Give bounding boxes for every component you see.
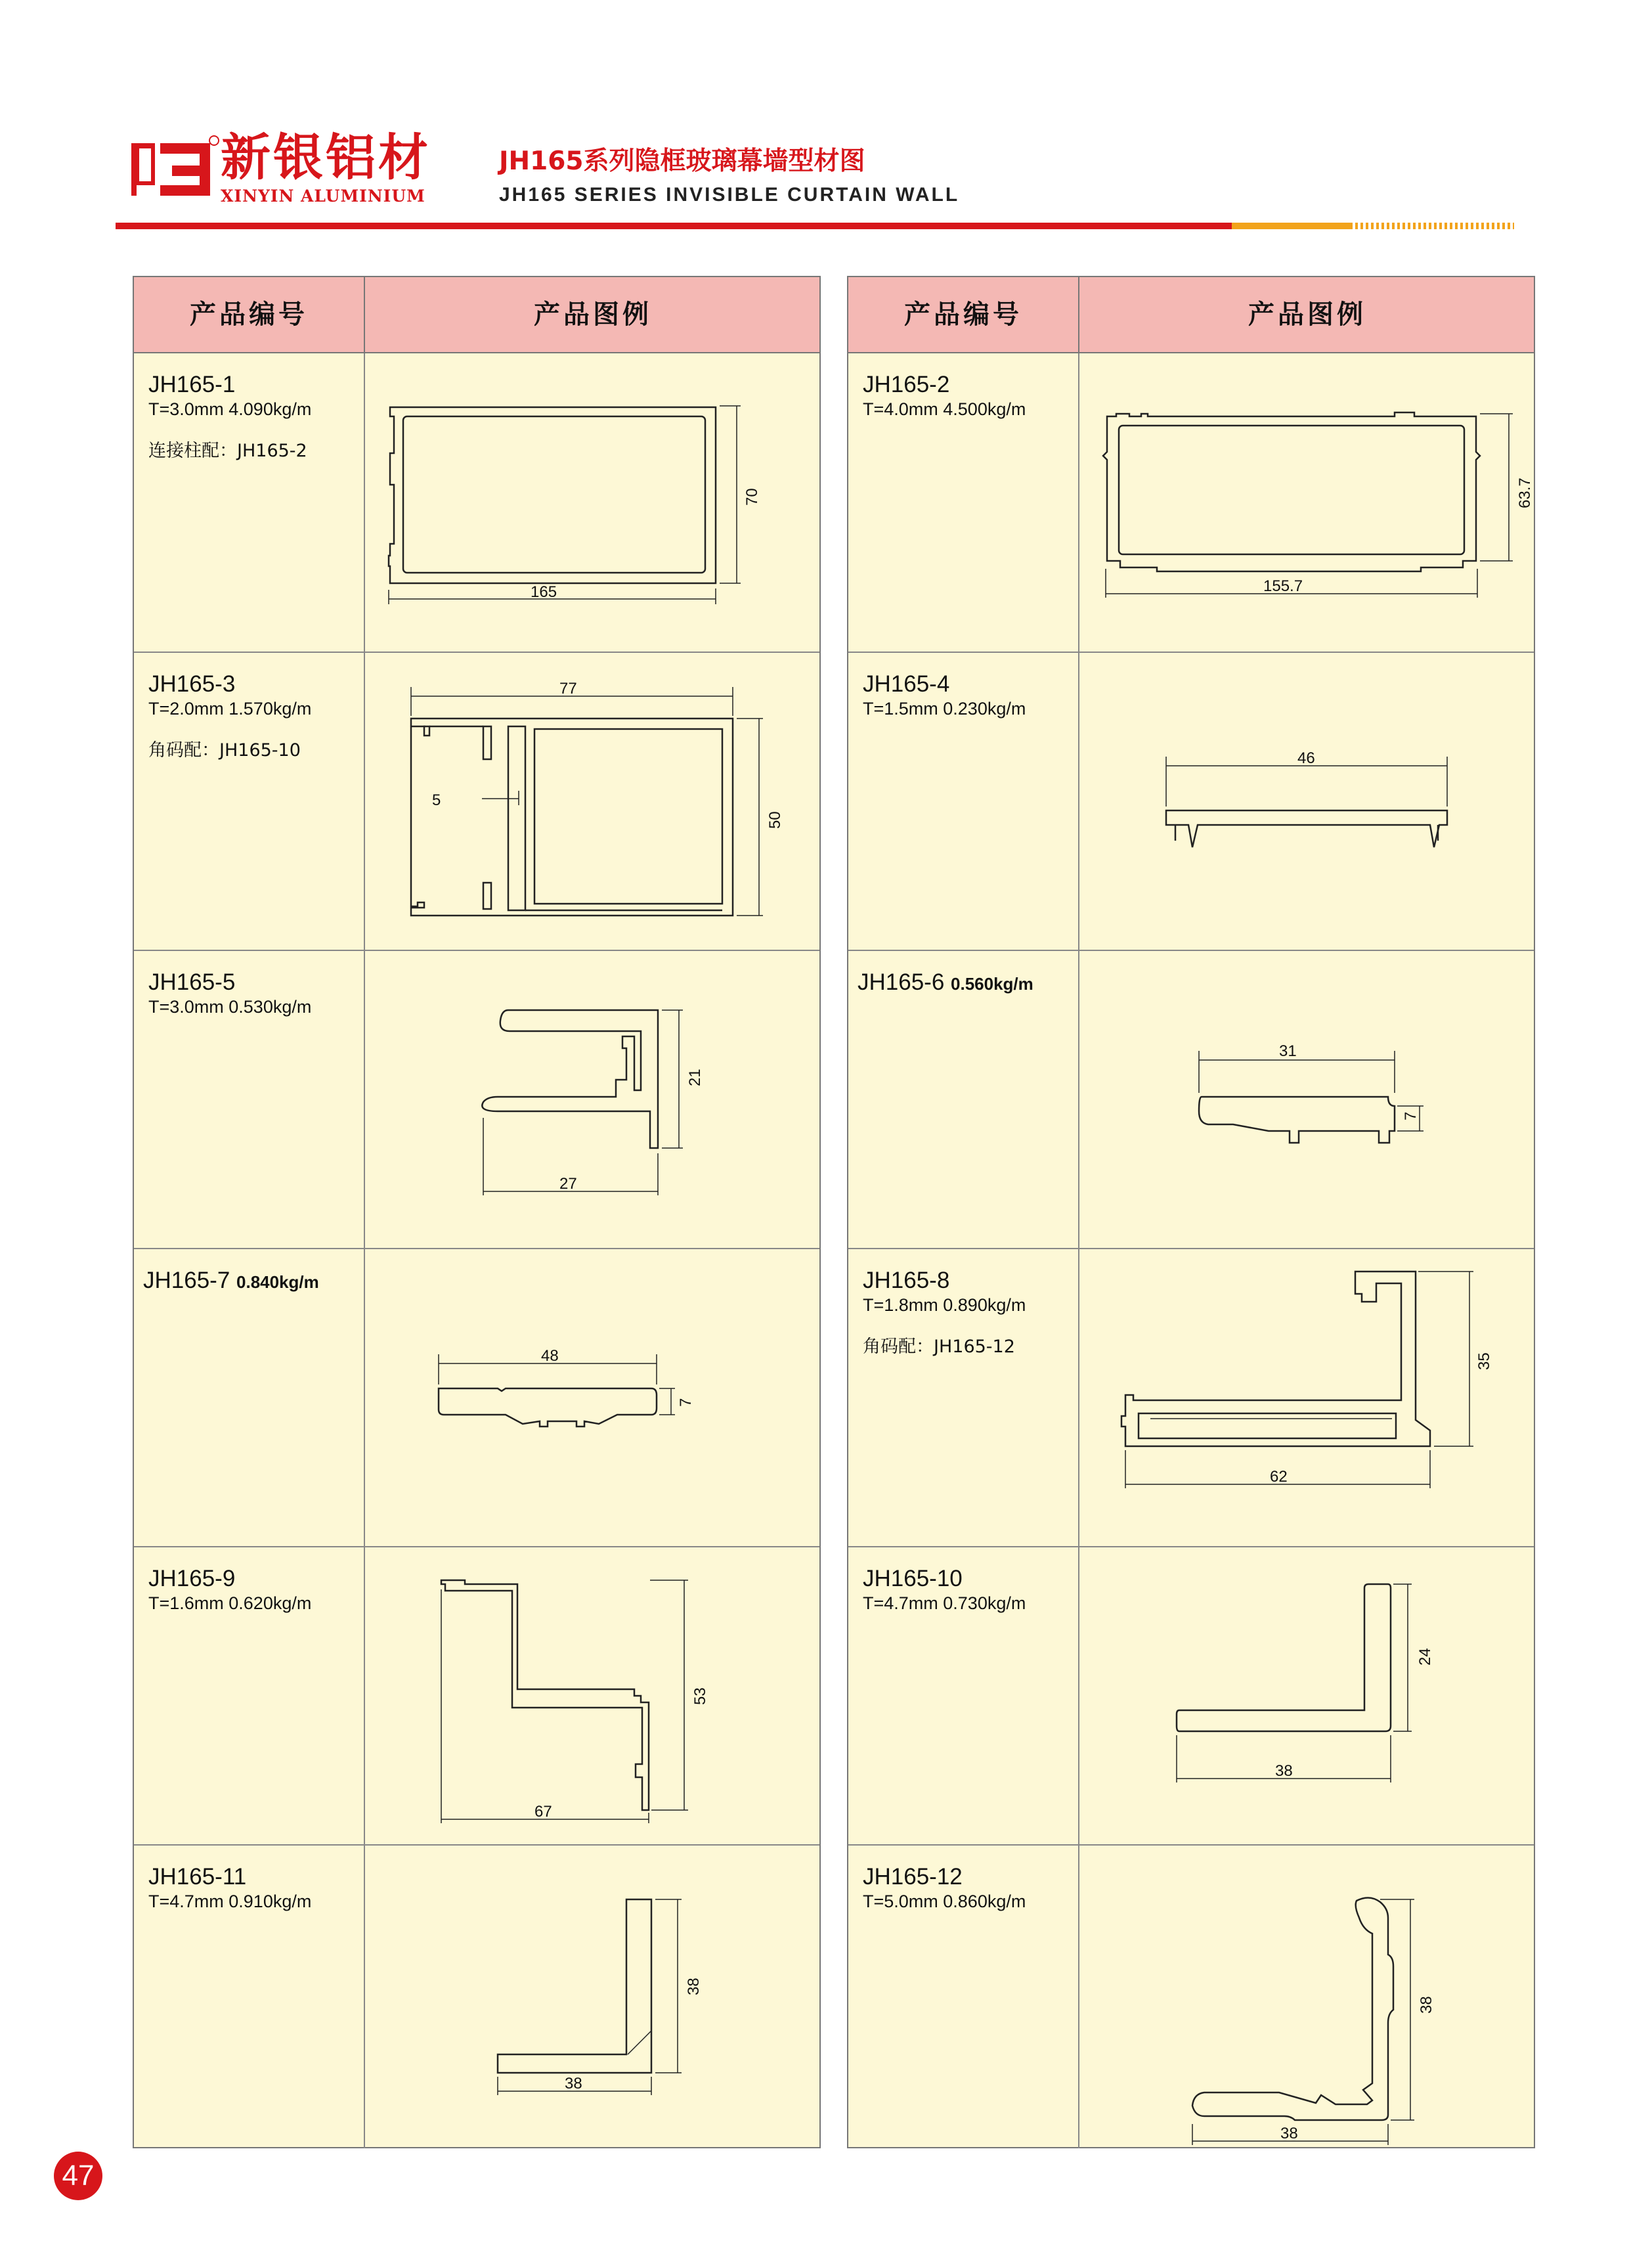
dimension-label: 27 (559, 1175, 577, 1193)
table-row (848, 950, 1534, 1249)
product-code: JH165-2 (863, 372, 950, 397)
table-row (134, 353, 819, 652)
dimension-label: 46 (1297, 749, 1315, 767)
dimension-label: 155.7 (1263, 577, 1303, 595)
dimension-label: 63.7 (1516, 477, 1534, 508)
product-code: JH165-1 (148, 372, 236, 397)
product-code: JH165-7 0.840kg/m (143, 1268, 319, 1293)
table-row (848, 1248, 1534, 1547)
dimension-label: 35 (1475, 1352, 1493, 1370)
product-spec: T=4.7mm 0.910kg/m (148, 1892, 312, 1911)
table-row (848, 353, 1534, 652)
dimension-label: 70 (743, 488, 761, 506)
table-header (847, 276, 1535, 353)
table-row (134, 1248, 819, 1547)
product-code: JH165-8 (863, 1268, 950, 1293)
product-figure (365, 1846, 819, 2148)
product-figure (1079, 653, 1534, 951)
dimension-label: 67 (534, 1803, 552, 1821)
dimension-label: 7 (677, 1398, 695, 1407)
dimension-label: 50 (766, 811, 784, 829)
product-spec: T=1.8mm 0.890kg/m (863, 1295, 1026, 1315)
product-figure (365, 353, 819, 652)
product-figure (365, 653, 819, 951)
product-note: 连接柱配：JH165-2 (148, 441, 307, 461)
table-body (847, 352, 1535, 2148)
header-product-code: 产品编号 (190, 299, 308, 330)
table-body (133, 352, 821, 2148)
brand-name-cn: 新银铝材 (221, 128, 431, 187)
product-table-right (847, 276, 1536, 2148)
page-number-badge: 47 (54, 2152, 102, 2200)
product-code: JH165-10 (863, 1566, 963, 1591)
product-weight: 0.840kg/m (236, 1272, 319, 1292)
product-figure (1079, 353, 1534, 652)
dimension-label: 38 (1418, 1996, 1435, 2014)
xinyin-jy-logo-icon (131, 136, 219, 196)
product-spec: T=3.0mm 4.090kg/m (148, 399, 312, 419)
product-code: JH165-12 (863, 1864, 963, 1890)
product-figure (1079, 1846, 1534, 2148)
product-code: JH165-11 (148, 1864, 247, 1890)
table-row (134, 1844, 819, 2148)
dimension-label: 38 (565, 2075, 582, 2092)
header-product-code: 产品编号 (904, 299, 1022, 330)
header-red-rule (116, 223, 1232, 229)
product-spec: T=1.6mm 0.620kg/m (148, 1593, 312, 1613)
product-spec: T=5.0mm 0.860kg/m (863, 1892, 1026, 1911)
product-figure (1079, 1547, 1534, 1846)
product-code: JH165-6 0.560kg/m (858, 969, 1033, 995)
product-spec: T=1.5mm 0.230kg/m (863, 699, 1026, 719)
header-product-figure: 产品图例 (1248, 299, 1366, 330)
product-figure (365, 951, 819, 1249)
page-title-cn: JH165系列隐框玻璃幕墙型材图 (499, 146, 865, 176)
product-code: JH165-5 (148, 969, 236, 995)
product-code: JH165-4 (863, 671, 950, 697)
header-orange-rule (1232, 223, 1353, 229)
product-table-left (133, 276, 822, 2148)
product-figure (1079, 1249, 1534, 1547)
product-note: 角码配：JH165-12 (863, 1337, 1015, 1357)
table-row (134, 1546, 819, 1846)
dimension-label: 38 (685, 1978, 703, 1995)
product-figure (365, 1547, 819, 1846)
product-note: 角码配：JH165-10 (148, 740, 301, 761)
dimension-label: 31 (1279, 1042, 1297, 1060)
dimension-label: 24 (1416, 1648, 1434, 1666)
table-row (848, 1546, 1534, 1846)
product-spec: T=4.7mm 0.730kg/m (863, 1593, 1026, 1613)
dimension-label: 53 (691, 1687, 709, 1705)
page-title-en: JH165 SERIES INVISIBLE CURTAIN WALL (499, 184, 960, 206)
product-weight: 0.560kg/m (951, 974, 1033, 994)
dimension-label: 5 (432, 791, 441, 809)
table-header (133, 276, 821, 353)
dimension-label: 38 (1280, 2125, 1298, 2142)
product-spec: T=4.0mm 4.500kg/m (863, 399, 1026, 419)
dimension-label: 165 (531, 583, 557, 601)
product-figure (365, 1249, 819, 1547)
product-figure (1079, 951, 1534, 1249)
table-row (848, 1844, 1534, 2148)
dimension-label: 48 (541, 1347, 559, 1365)
product-code: JH165-3 (148, 671, 236, 697)
dimension-label: 62 (1270, 1468, 1288, 1486)
dimension-label: 21 (686, 1069, 704, 1086)
dimension-label: 38 (1275, 1762, 1293, 1780)
table-row (134, 950, 819, 1249)
dimension-label: 77 (559, 680, 577, 697)
product-code: JH165-9 (148, 1566, 236, 1591)
product-spec: T=3.0mm 0.530kg/m (148, 997, 312, 1017)
brand-name-en: XINYIN ALUMINIUM (221, 187, 425, 206)
table-row (134, 652, 819, 951)
header-product-figure: 产品图例 (534, 299, 652, 330)
dimension-label: 7 (1402, 1111, 1420, 1120)
product-spec: T=2.0mm 1.570kg/m (148, 699, 312, 719)
table-row (848, 652, 1534, 951)
